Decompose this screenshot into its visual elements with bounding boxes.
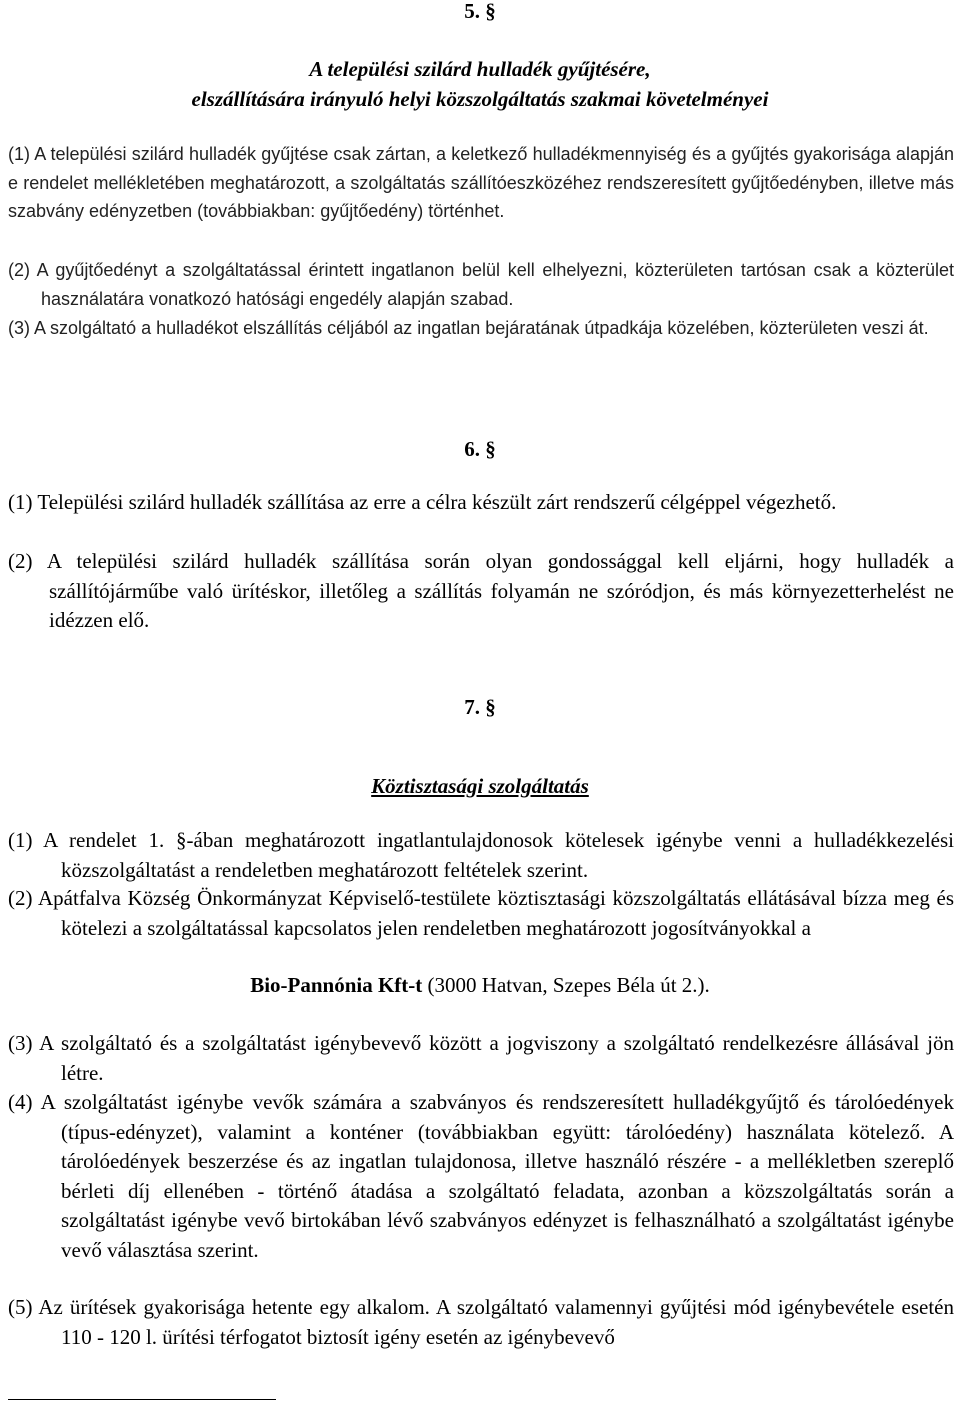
section-7-paragraph-5: (5) Az ürítések gyakorisága hetente egy alkalom. A szolgáltató valamennyi gyűjtési mód igénybevétele esetén 110 - 120 l. ürítési térfogatot biztosít igény esetén az igénybevevő	[8, 1295, 954, 1349]
section-6-paragraph-1: (1) Települési szilárd hulladék szállítása az erre a célra készült zárt rendszerű célgéppel végezhető.	[8, 490, 837, 514]
section-5-title-line-1: A települési szilárd hulladék gyűjtésére,	[309, 57, 651, 81]
footnote-rule	[8, 1399, 276, 1400]
section-5-paragraph-1: (1) A települési szilárd hulladék gyűjtése csak zártan, a keletkező hulladékmennyiség és a gyűjtés gyakorisága alapján e rendelet mellékletében meghatározott, a szolgáltatás szállítóeszközéhez rendszeresített gyűjtőedényben, illetve más szabvány edényzetben (továbbiakban: gyűjtőedény) történhet.	[8, 144, 954, 222]
section-7-title: Köztisztasági szolgáltatás	[371, 774, 589, 798]
section-7-paragraph-2: (2) Apátfalva Község Önkormányzat Képviselő-testülete köztisztasági közszolgáltatás ellátásával bízza meg és kötelezi a szolgáltatással kapcsolatos jelen rendeletben meghatározott jogosítványokkal a	[8, 886, 954, 940]
company-line	[0, 970, 960, 1000]
section-7-paragraph-1: (1) A rendelet 1. §-ában meghatározott ingatlantulajdonosok kötelesek igénybe venni a hulladékkezelési közszolgáltatást a rendeletben meghatározott feltételek szerint.	[8, 828, 954, 882]
section-5-paragraph-2: (2) A gyűjtőedényt a szolgáltatással érintett ingatlanon belül kell elhelyezni, közterületen tartósan csak a közterület használatára vonatkozó hatósági engedély alapján szabad.	[8, 260, 954, 309]
section-7-number: 7. §	[464, 695, 496, 719]
section-6-paragraph-2: (2) A települési szilárd hulladék szállítása során olyan gondossággal kell eljárni, hogy hulladék a szállítójárműbe való ürítéskor, illetőleg a szállítás folyamán ne szóródjon, és más környezetterhelést ne idézzen elő.	[8, 549, 954, 632]
company-address: (3000 Hatvan, Szepes Béla út 2.).	[422, 973, 710, 997]
section-5-number: 5. §	[464, 0, 496, 23]
section-5-paragraph-3: (3) A szolgáltató a hulladékot elszállítás céljából az ingatlan bejáratának útpadkája közelében, közterületen veszi át.	[8, 318, 929, 338]
company-name: Bio-Pannónia Kft-t	[250, 973, 423, 997]
section-7-paragraph-3: (3) A szolgáltató és a szolgáltatást igénybevevő között a jogviszony a szolgáltató rendelkezésre állásával jön létre.	[8, 1031, 954, 1085]
section-5-title-line-2: elszállítására irányuló helyi közszolgáltatás szakmai követelményei	[191, 87, 769, 111]
section-7-paragraph-4: (4) A szolgáltatást igénybe vevők számára a szabványos és rendszeresített hulladékgyűjtő és tárolóedények (típus-edényzet), valamint a konténer (továbbiakban együtt: tárolóedény) használata kötelező. A tárolóedények beszerzése és az ingatlan tulajdonosa, illetve használó részére - a mellékletben szereplő bérleti díj ellenében - történő átadása a szolgáltató feladata, azonban a közszolgáltatás során a szolgáltatást igénybe vevő birtokában lévő szabványos edényzet is felhasználható a szolgáltatást igénybe vevő választása szerint.	[8, 1090, 954, 1262]
section-6-number: 6. §	[464, 437, 496, 461]
